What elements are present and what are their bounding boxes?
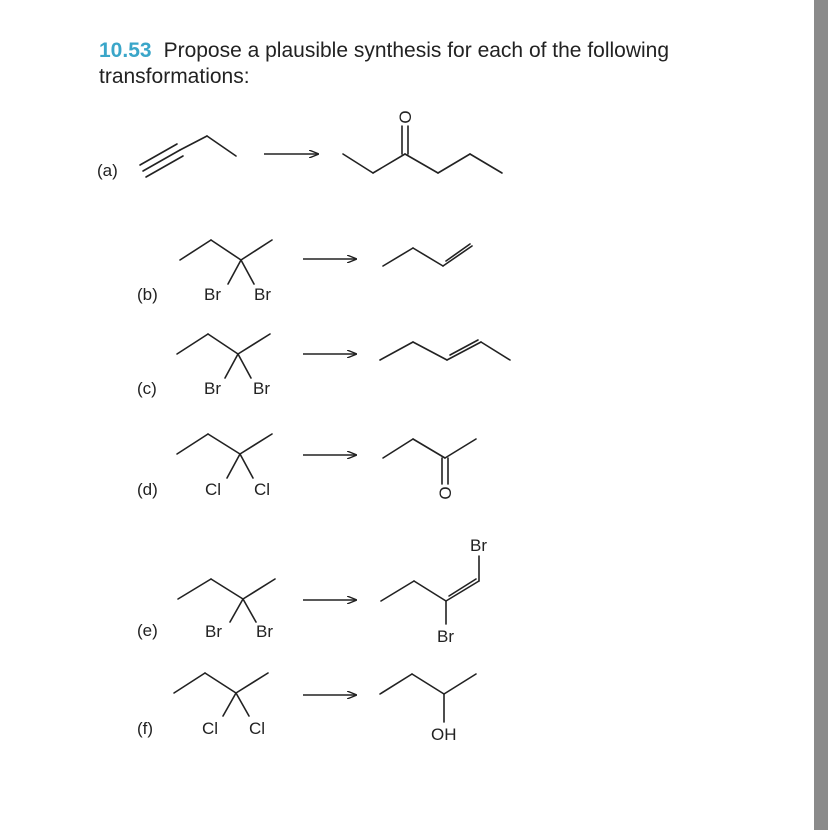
atom-label: Br	[470, 536, 487, 555]
problem-number: 10.53	[99, 39, 152, 62]
reactant-a-1-butyne	[140, 136, 236, 177]
part-e	[137, 536, 487, 646]
product-f-2-butanol	[380, 674, 476, 744]
reactant-b-dibromide	[180, 240, 272, 304]
part-label: (e)	[137, 621, 158, 640]
atom-label: Br	[253, 379, 270, 398]
atom-label: Br	[254, 285, 271, 304]
product-d-2-butanone	[383, 439, 476, 500]
atom-label: Br	[437, 627, 454, 646]
scrollbar-track[interactable]	[814, 0, 828, 830]
part-label: (b)	[137, 285, 158, 304]
atom-label: O	[396, 110, 415, 124]
atom-label: Cl	[249, 719, 266, 738]
atom-label: OH	[431, 725, 457, 744]
part-c	[137, 334, 510, 398]
product-b-1-butene	[383, 244, 472, 266]
atom-label: Cl	[205, 480, 222, 499]
problem-prompt: Propose a plausible synthesis for each of the following transformations:	[99, 39, 670, 88]
part-f	[137, 673, 476, 744]
reactant-e-dibromide	[178, 579, 275, 641]
reactant-c-dibromide	[177, 334, 270, 398]
part-label: (a)	[97, 161, 118, 180]
part-label: (d)	[137, 480, 158, 499]
atom-label: O	[436, 486, 455, 500]
part-a	[97, 110, 502, 180]
atom-label: Cl	[202, 719, 219, 738]
part-label: (c)	[137, 379, 157, 398]
atom-label: Br	[256, 622, 273, 641]
reactant-f-dichloride	[174, 673, 268, 738]
atom-label: Cl	[254, 480, 271, 499]
part-d	[137, 434, 476, 500]
part-label: (f)	[137, 719, 154, 738]
product-e-dibromoalkene	[381, 536, 487, 646]
reactant-d-dichloride	[177, 434, 272, 499]
product-a-ketone	[343, 110, 502, 173]
product-c-2-butene	[380, 340, 510, 360]
part-b	[137, 240, 472, 304]
atom-label: Br	[204, 379, 221, 398]
atom-label: Br	[205, 622, 222, 641]
atom-label: Br	[204, 285, 221, 304]
